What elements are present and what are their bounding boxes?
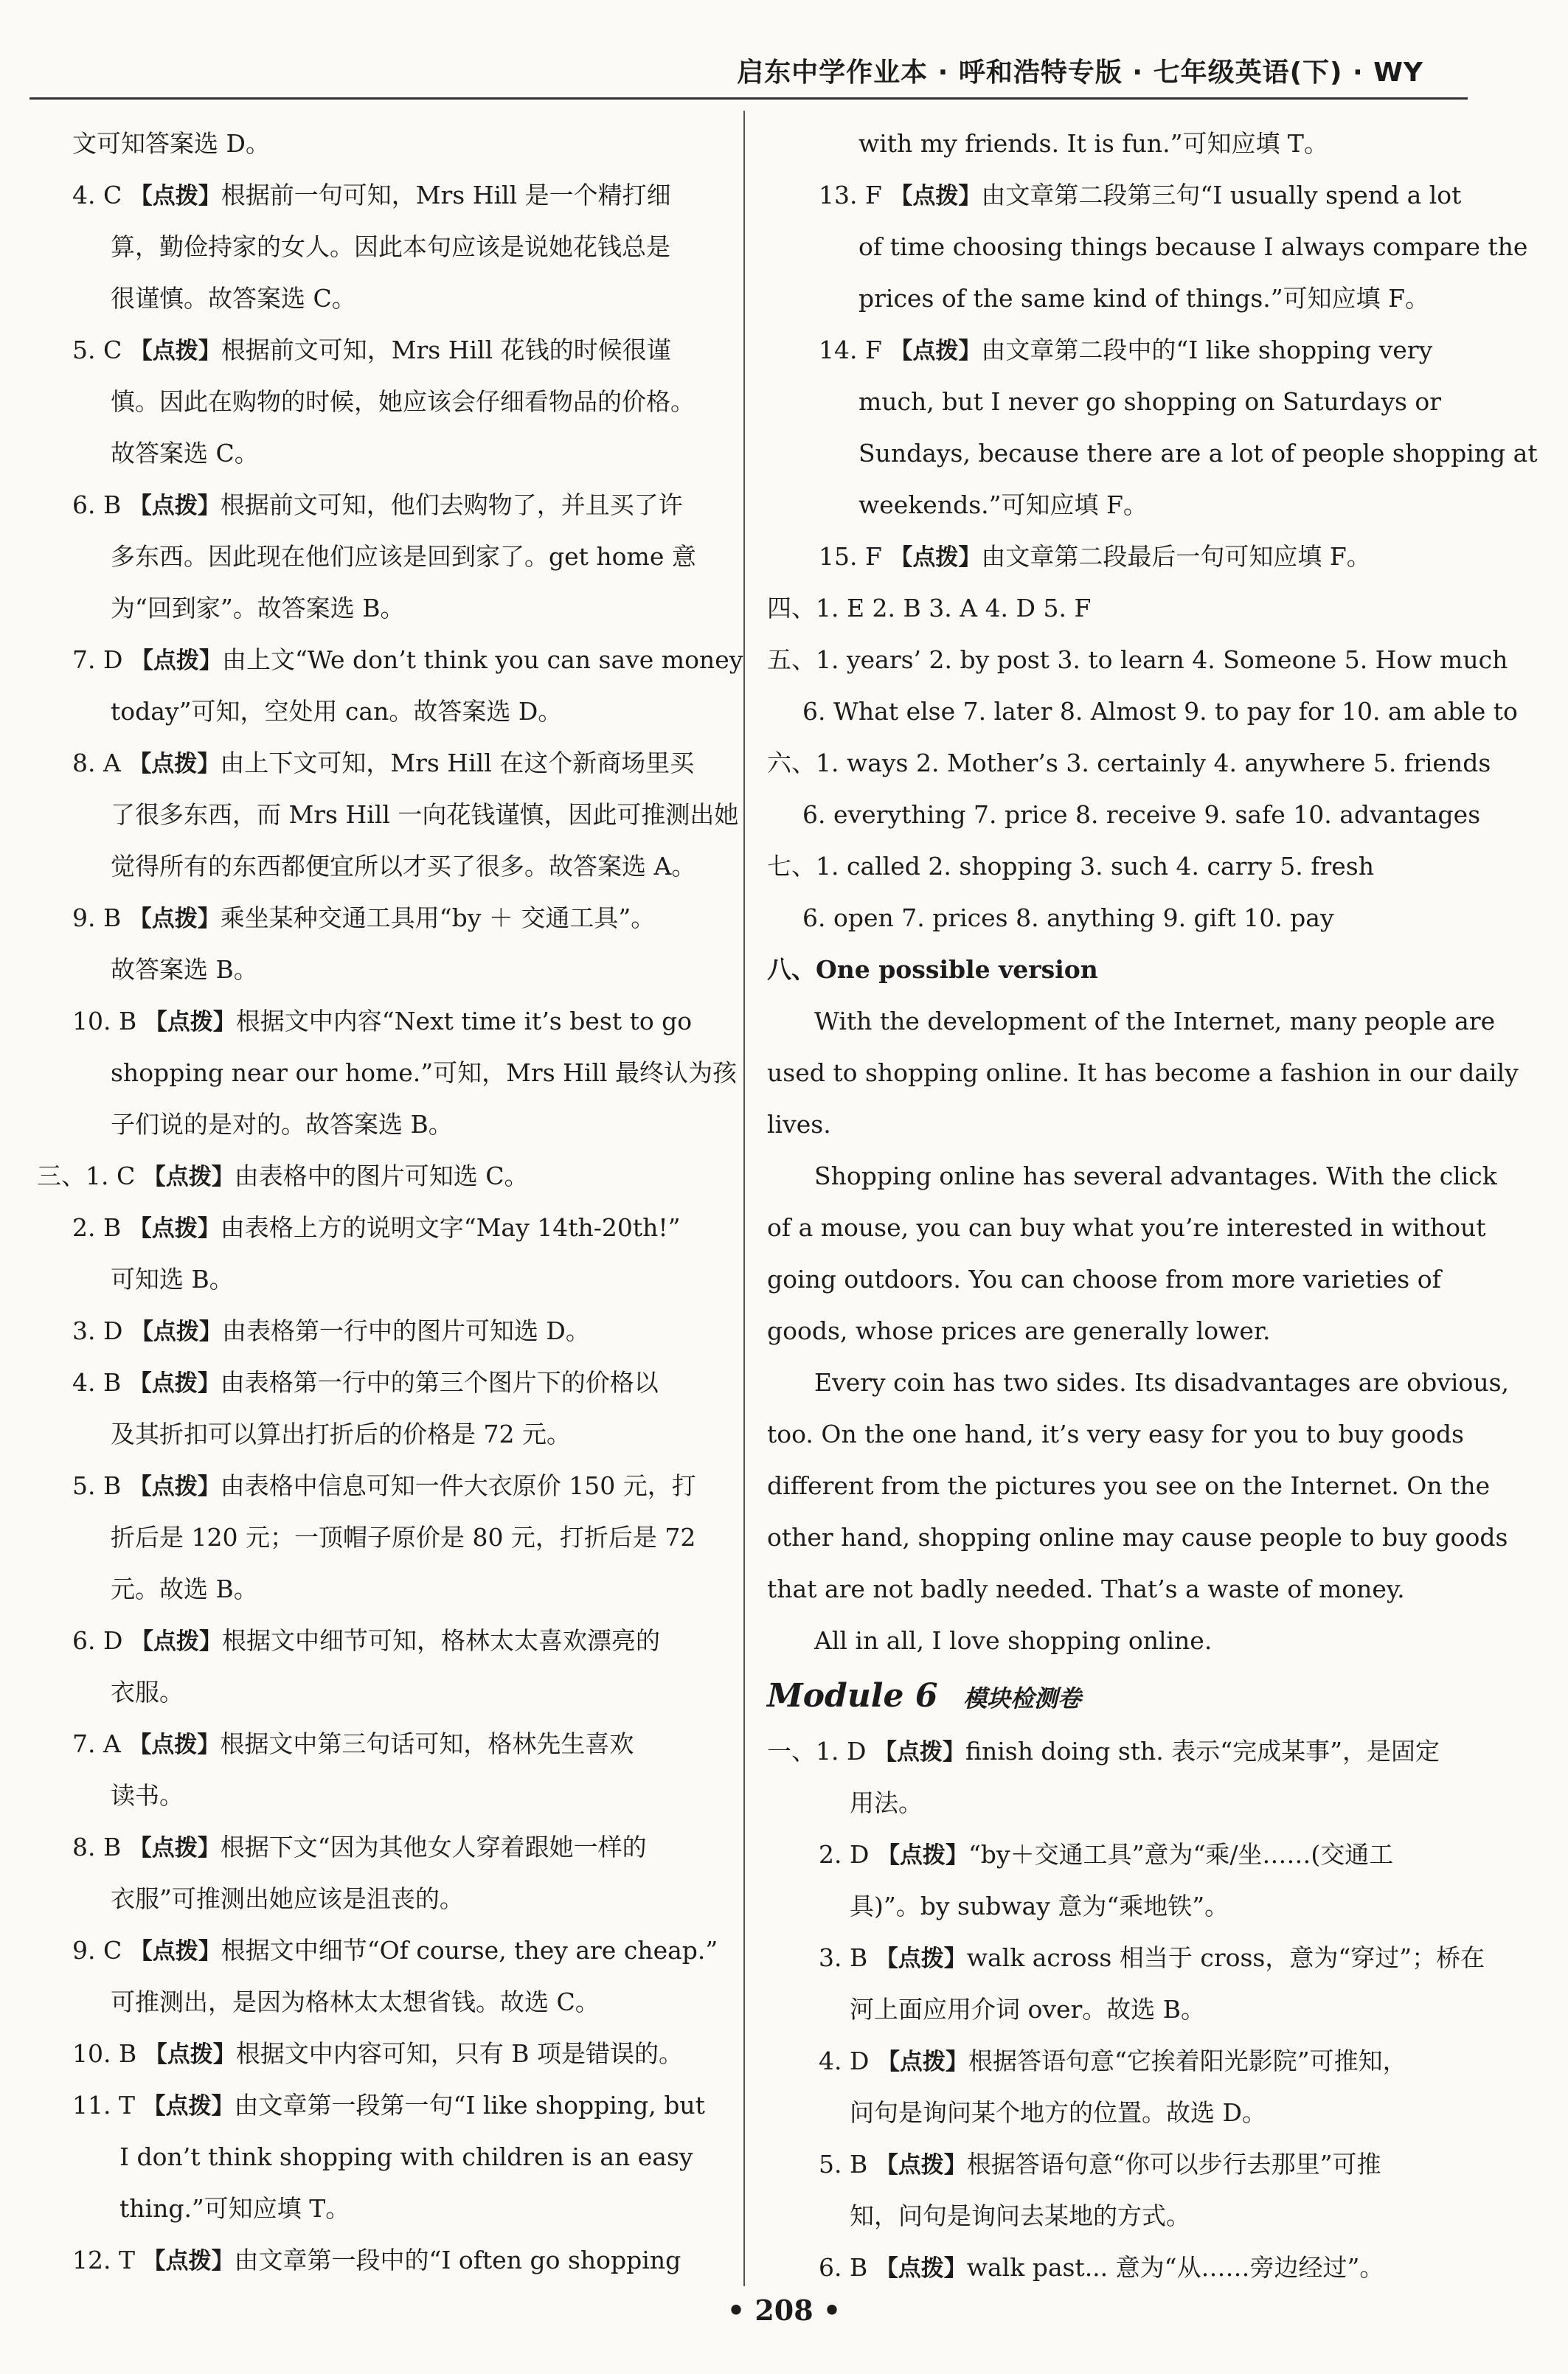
answer-number: 7. A — [72, 1729, 121, 1758]
answer-text: 根据前一句可知，Mrs Hill 是一个精打细 — [221, 181, 671, 209]
answer-number: 9. C — [72, 1936, 122, 1965]
answer-text: 元。故选 B。 — [111, 1575, 258, 1603]
answer-text: walk past... 意为“从……旁边经过”。 — [966, 2253, 1384, 2282]
answer-line — [37, 1047, 738, 1099]
answer-line — [37, 479, 723, 531]
answer-line — [37, 686, 723, 737]
tip-label: 【点拨】 — [128, 1215, 221, 1242]
answer-line — [767, 634, 1508, 686]
answer-number: 10. B — [72, 1007, 137, 1035]
answer-line — [767, 376, 1460, 428]
answer-line — [767, 1357, 1510, 1409]
tip-label: 【点拨】 — [128, 906, 221, 932]
answer-line — [37, 789, 739, 841]
page-header — [30, 44, 1468, 100]
answer-line — [767, 789, 1481, 841]
answer-line — [37, 1254, 723, 1305]
answer-line — [767, 2242, 1460, 2294]
answer-text: 由文章第一段第一句“I like shopping, but — [234, 2091, 705, 2120]
answer-number: 14. F — [819, 336, 882, 364]
answer-line — [37, 996, 723, 1047]
answer-text: that are not badly needed. That’s a waste of money. — [767, 1575, 1405, 1603]
answer-line — [767, 428, 1538, 479]
answer-line — [37, 1202, 723, 1254]
answer-text: All in all, I love shopping online. — [814, 1626, 1213, 1655]
answer-line — [767, 1512, 1508, 1563]
answer-text: 六、1. ways 2. Mother’s 3. certainly 4. anywhere 5. friends — [767, 749, 1491, 777]
answer-line — [767, 170, 1460, 221]
answer-line — [37, 2235, 723, 2286]
answer-line — [767, 892, 1460, 944]
answer-line — [37, 1512, 723, 1563]
module-subtitle: 模块检测卷 — [962, 1684, 1081, 1712]
answer-line — [37, 944, 723, 996]
answer-number: 7. D — [72, 645, 123, 674]
answer-number: 4. D — [819, 2047, 870, 2075]
tip-label: 【点拨】 — [142, 2093, 235, 2120]
answer-text: 及其折扣可以算出打折后的价格是 72 元。 — [111, 1420, 571, 1448]
answer-text: 乘坐某种交通工具用“by ＋ 交通工具”。 — [220, 903, 656, 932]
answer-text: goods, whose prices are generally lower. — [767, 1316, 1271, 1345]
answer-text: 知，问句是询问去某地的方式。 — [850, 2201, 1190, 2230]
answer-line — [767, 737, 1491, 789]
answer-text: 算，勤俭持家的女人。因此本句应该是说她花钱总是 — [111, 232, 670, 261]
answer-line — [767, 1099, 1460, 1150]
left-column — [37, 118, 743, 2286]
answer-line — [767, 531, 1460, 583]
answer-line — [37, 2028, 723, 2080]
answer-line — [767, 1777, 1460, 1829]
answer-number: 2. D — [819, 1840, 870, 1869]
answer-line — [37, 1409, 723, 1460]
answer-line — [767, 1726, 1460, 1777]
tip-label: 【点拨】 — [130, 1319, 222, 1345]
answer-text: thing.”可知应填 T。 — [119, 2194, 350, 2223]
answer-line — [37, 170, 723, 221]
answer-line — [767, 2035, 1460, 2087]
answer-text: 由上下文可知，Mrs Hill 在这个新商场里买 — [220, 749, 695, 777]
page-number: • 208 • — [726, 2294, 842, 2327]
tip-label: 【点拨】 — [128, 1474, 221, 1500]
answer-line — [37, 1976, 723, 2028]
answer-line — [767, 2139, 1460, 2190]
tip-label: 【点拨】 — [129, 338, 221, 364]
answer-text: 具)”。by subway 意为“乘地铁”。 — [850, 1892, 1229, 1920]
answer-text: 五、1. years’ 2. by post 3. to learn 4. Someone 5. How much — [767, 645, 1508, 674]
answer-text: lives. — [767, 1110, 831, 1139]
answer-number: 12. T — [72, 2246, 135, 2274]
answer-line — [767, 118, 1460, 170]
answer-text: 根据文中第三句话可知，格林先生喜欢 — [220, 1729, 634, 1758]
answer-text: 由文章第二段中的“I like shopping very — [981, 336, 1433, 364]
answer-text: prices of the same kind of things.”可知应填 F。 — [858, 284, 1430, 313]
answer-number: 2. B — [72, 1213, 122, 1242]
answer-number: 5. C — [72, 336, 122, 364]
answer-line — [767, 324, 1460, 376]
tip-label: 【点拨】 — [876, 2049, 968, 2075]
tip-label: 【点拨】 — [130, 648, 222, 674]
tip-label: 【点拨】 — [875, 1946, 967, 1972]
answer-line — [767, 2190, 1460, 2242]
answer-line — [767, 583, 1460, 634]
answer-text: 衣服。 — [111, 1678, 184, 1707]
answer-line — [37, 634, 743, 686]
column-divider — [743, 111, 745, 2286]
answer-line — [37, 1563, 723, 1615]
tip-label: 【点拨】 — [128, 1370, 221, 1397]
tip-label: 【点拨】 — [130, 1628, 222, 1655]
tip-label: 【点拨】 — [875, 2255, 967, 2282]
tip-label: 【点拨】 — [142, 1164, 235, 1190]
answer-line — [37, 428, 723, 479]
answer-text: finish doing sth. 表示“完成某事”，是固定 — [965, 1737, 1440, 1766]
answer-line — [767, 1047, 1519, 1099]
answer-line — [767, 479, 1460, 531]
answer-text: 问句是询问某个地方的位置。故选 D。 — [850, 2098, 1266, 2127]
answer-text: with my friends. It is fun.”可知应填 T。 — [858, 129, 1328, 158]
answer-number: 6. B — [72, 490, 122, 519]
answer-number: 一、1. D — [767, 1737, 867, 1766]
answer-line — [767, 1305, 1460, 1357]
answer-text: 可知选 B。 — [111, 1265, 234, 1294]
header-title: 启东中学作业本 · 呼和浩特专版 · 七年级英语(下) · WY — [737, 58, 1423, 88]
answer-text: 读书。 — [111, 1781, 184, 1810]
answer-number: 5. B — [72, 1471, 122, 1500]
module-title: Module 6 — [767, 1677, 938, 1715]
tip-label: 【点拨】 — [128, 1732, 221, 1758]
answer-line — [767, 1984, 1460, 2035]
answer-line — [37, 221, 723, 273]
answer-line — [37, 1873, 723, 1925]
answer-text: other hand, shopping online may cause people to buy goods — [767, 1523, 1508, 1552]
answer-line — [767, 1881, 1460, 1932]
answer-line — [37, 1822, 723, 1873]
answer-text: 根据前文可知，他们去购物了，并且买了许 — [220, 490, 683, 519]
answer-line — [767, 2087, 1460, 2139]
answer-text: 文可知答案选 D。 — [72, 129, 270, 158]
answer-number: 11. T — [72, 2091, 135, 2120]
answer-text: 衣服”可推测出她应该是沮丧的。 — [111, 1884, 464, 1913]
answer-text: going outdoors. You can choose from more varieties of — [767, 1265, 1441, 1294]
answer-text: 八、One possible version — [767, 955, 1098, 984]
answer-text: 根据前文可知，Mrs Hill 花钱的时候很谨 — [221, 336, 671, 364]
module-heading — [767, 1667, 1460, 1726]
answer-line — [767, 841, 1460, 892]
answer-text: 慎。因此在购物的时候，她应该会仔细看物品的价格。 — [111, 387, 695, 416]
answer-line — [767, 996, 1496, 1047]
tip-label: 【点拨】 — [889, 183, 982, 209]
answer-text: 河上面应用介词 over。故选 B。 — [850, 1995, 1206, 2024]
answer-line — [37, 1667, 723, 1718]
right-column — [767, 118, 1538, 2294]
answer-line — [767, 1150, 1497, 1202]
answer-text: 故答案选 B。 — [111, 955, 258, 984]
answer-text: Sundays, because there are a lot of people shopping at — [858, 439, 1538, 468]
answer-text: 由表格上方的说明文字“May 14th-20th!” — [220, 1213, 681, 1242]
answer-line — [37, 118, 723, 170]
answer-line — [37, 841, 723, 892]
answer-number: 8. B — [72, 1833, 122, 1861]
answer-text: 可推测出，是因为格林太太想省钱。故选 C。 — [111, 1988, 600, 2016]
answer-text: 根据文中内容“Next time it’s best to go — [235, 1007, 693, 1035]
tip-label: 【点拨】 — [128, 1835, 221, 1861]
tip-label: 【点拨】 — [144, 1009, 236, 1035]
answer-line — [37, 1718, 723, 1770]
answer-text: 由表格第一行中的第三个图片下的价格以 — [220, 1368, 659, 1397]
answer-line — [767, 221, 1528, 273]
answer-text: 由文章第二段最后一句可知应填 F。 — [981, 542, 1371, 571]
answer-text: 根据文中内容可知，只有 B 项是错误的。 — [235, 2039, 683, 2068]
answer-line — [767, 1409, 1464, 1460]
answer-text: used to shopping online. It has become a fashion in our daily — [767, 1058, 1519, 1087]
answer-line — [37, 892, 723, 944]
answer-text: 根据下文“因为其他女人穿着跟她一样的 — [220, 1833, 647, 1861]
tip-label: 【点拨】 — [129, 1938, 221, 1965]
answer-text: 6. open 7. prices 8. anything 9. gift 10. pay — [802, 903, 1334, 932]
answer-text: 6. everything 7. price 8. receive 9. safe 10. advantages — [802, 800, 1481, 829]
answer-text: 多东西。因此现在他们应该是回到家了。get home 意 — [111, 542, 696, 571]
answer-line — [37, 1925, 723, 1976]
answer-text: 折后是 120 元；一顶帽子原价是 80 元，打折后是 72 — [111, 1523, 696, 1552]
answer-text: different from the pictures you see on the Internet. On the — [767, 1471, 1491, 1500]
answer-line — [767, 1460, 1491, 1512]
answer-line — [767, 1932, 1485, 1984]
answer-text: “by＋交通工具”意为“乘/坐……(交通工 — [968, 1840, 1394, 1869]
answer-number: 9. B — [72, 903, 122, 932]
answer-text: 由表格中信息可知一件大衣原价 150 元，打 — [220, 1471, 696, 1500]
tip-label: 【点拨】 — [889, 544, 982, 571]
answer-text: 为“回到家”。故答案选 B。 — [111, 594, 405, 622]
answer-text: too. On the one hand, it’s very easy for you to buy goods — [767, 1420, 1464, 1448]
answer-text: 四、1. E 2. B 3. A 4. D 5. F — [767, 594, 1092, 622]
answer-text: 用法。 — [850, 1788, 923, 1817]
answer-text: 觉得所有的东西都便宜所以才买了很多。故答案选 A。 — [111, 852, 696, 881]
answer-text: 很谨慎。故答案选 C。 — [111, 284, 356, 313]
answer-number: 三、1. C — [37, 1162, 136, 1190]
answer-text: Every coin has two sides. Its disadvantages are obvious, — [814, 1368, 1510, 1397]
answer-line — [37, 531, 723, 583]
answer-text: 七、1. called 2. shopping 3. such 4. carry 5. fresh — [767, 852, 1374, 881]
answer-text: I don’t think shopping with children is an easy — [119, 2142, 693, 2171]
answer-number: 6. D — [72, 1626, 123, 1655]
answer-text: 由文章第二段第三句“I usually spend a lot — [981, 181, 1462, 209]
tip-label: 【点拨】 — [144, 2041, 236, 2068]
answer-line — [37, 376, 723, 428]
answer-line — [767, 273, 1460, 324]
answer-line — [767, 1563, 1460, 1615]
answer-text: Shopping online has several advantages. With the click — [814, 1162, 1497, 1190]
answer-line — [37, 1150, 723, 1202]
answer-text: walk across 相当于 cross，意为“穿过”；桥在 — [966, 1943, 1485, 1972]
tip-label: 【点拨】 — [875, 2152, 967, 2179]
answer-number: 10. B — [72, 2039, 137, 2068]
tip-label: 【点拨】 — [873, 1739, 965, 1766]
answer-number: 5. B — [819, 2150, 868, 2179]
answer-line — [767, 1202, 1486, 1254]
answer-number: 8. A — [72, 749, 121, 777]
answer-text: 由文章第一段中的“I often go shopping — [234, 2246, 681, 2274]
answer-line — [37, 1615, 723, 1667]
answer-text: 6. What else 7. later 8. Almost 9. to pay for 10. am able to — [802, 697, 1518, 726]
answer-line — [767, 686, 1518, 737]
answer-text: of a mouse, you can buy what you’re interested in without — [767, 1213, 1486, 1242]
answer-line — [37, 2080, 723, 2131]
answer-text: today”可知，空处用 can。故答案选 D。 — [111, 697, 563, 726]
answer-line — [37, 273, 723, 324]
answer-line — [37, 1099, 723, 1150]
answer-text: 故答案选 C。 — [111, 439, 259, 468]
answer-line — [37, 1357, 723, 1409]
answer-line — [37, 1460, 723, 1512]
tip-label: 【点拨】 — [876, 1842, 968, 1869]
answer-text: 由表格第一行中的图片可知选 D。 — [221, 1316, 590, 1345]
answer-text: 根据文中细节可知，格林太太喜欢漂亮的 — [221, 1626, 660, 1655]
answer-number: 4. C — [72, 181, 122, 209]
answer-text: With the development of the Internet, many people are — [814, 1007, 1496, 1035]
answer-line — [37, 583, 723, 634]
answer-text: 由上文“We don’t think you can save money — [221, 645, 743, 674]
answer-number: 4. B — [72, 1368, 122, 1397]
answer-line — [767, 1615, 1460, 1667]
answer-line — [767, 1254, 1460, 1305]
answer-line — [37, 324, 723, 376]
answer-text: shopping near our home.”可知，Mrs Hill 最终认为孩 — [111, 1058, 738, 1087]
answer-line — [37, 2183, 723, 2235]
answer-number: 13. F — [819, 181, 882, 209]
tip-label: 【点拨】 — [128, 751, 221, 777]
answer-line — [37, 737, 723, 789]
answer-number: 6. B — [819, 2253, 868, 2282]
answer-text: 根据答语句意“你可以步行去那里”可推 — [966, 2150, 1381, 2179]
answer-line — [37, 2131, 723, 2183]
answer-number: 3. B — [819, 1943, 868, 1972]
answer-line — [37, 1770, 723, 1822]
tip-label: 【点拨】 — [128, 493, 221, 519]
tip-label: 【点拨】 — [142, 2248, 235, 2274]
answer-text: 由表格中的图片可知选 C。 — [234, 1162, 529, 1190]
tip-label: 【点拨】 — [129, 183, 221, 209]
answer-text: weekends.”可知应填 F。 — [858, 490, 1148, 519]
answer-number: 15. F — [819, 542, 882, 571]
answer-text: much, but I never go shopping on Saturdays or — [858, 387, 1442, 416]
answer-number: 3. D — [72, 1316, 123, 1345]
answer-text: of time choosing things because I always compare the — [858, 232, 1528, 261]
answer-text: 了很多东西，而 Mrs Hill 一向花钱谨慎，因此可推测出她 — [111, 800, 739, 829]
answer-text: 根据答语句意“它挨着阳光影院”可推知， — [968, 2047, 1407, 2075]
answer-line — [37, 1305, 723, 1357]
answer-text: 根据文中细节“Of course, they are cheap.” — [221, 1936, 718, 1965]
answer-line — [767, 1829, 1460, 1881]
answer-line — [767, 944, 1460, 996]
tip-label: 【点拨】 — [889, 338, 982, 364]
answer-text: 子们说的是对的。故答案选 B。 — [111, 1110, 453, 1139]
